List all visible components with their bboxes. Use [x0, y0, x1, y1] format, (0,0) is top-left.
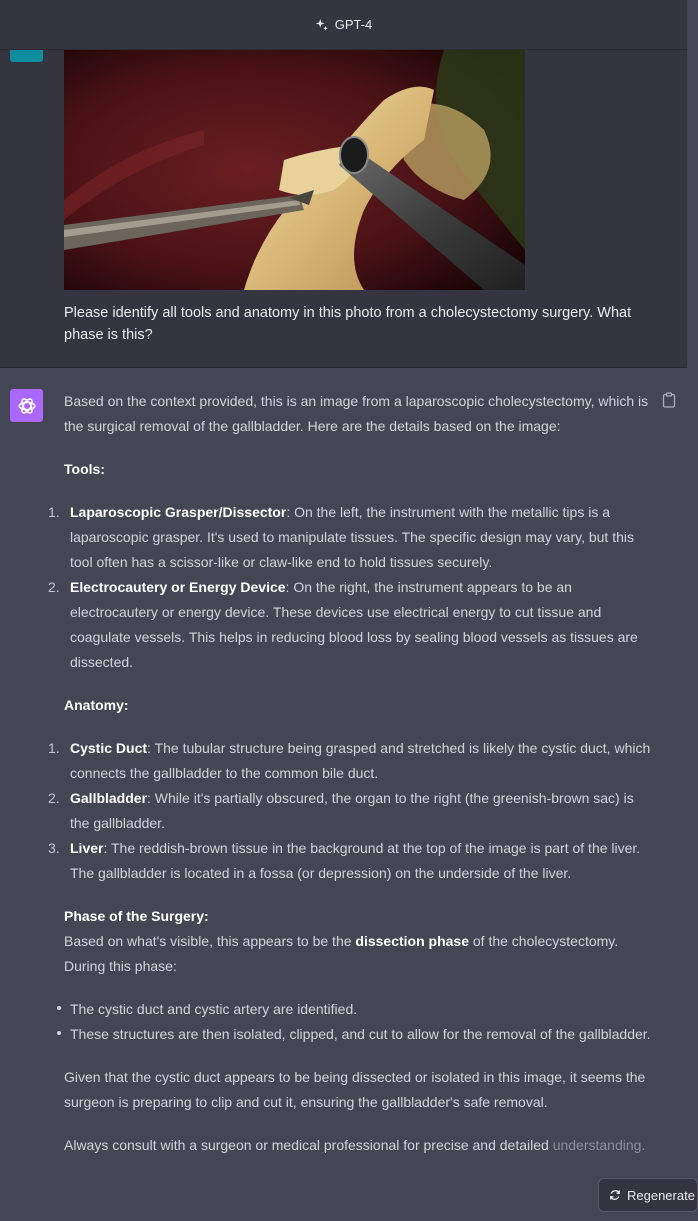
user-message — [0, 50, 687, 368]
list-item-text: : The reddish-brown tissue in the background at the top of the image is part of the liver. The gallbladder is located in a fossa (or depression) on the underside of the liver. — [70, 840, 641, 881]
disclaimer-paragraph — [64, 1133, 656, 1158]
phase-text: Based on what's visible, this appears to be the — [64, 933, 356, 949]
disclaimer-text: Always consult with a surgeon or medical professional for precise and detailed — [64, 1137, 549, 1153]
list-number: 2. — [48, 579, 60, 595]
disclaimer-text-faded: understanding. — [552, 1137, 646, 1153]
list-number: 1. — [48, 504, 60, 520]
list-item — [48, 575, 656, 675]
regenerate-button[interactable] — [598, 1178, 698, 1212]
surgery-photo-image — [64, 50, 525, 290]
list-item-text: : On the left, the instrument with the metallic tips is a laparoscopic grasper. It's used to manipulate tissues. The specific design may vary, but this tool often has a scissor-like or claw-like end to hold tissues securely. — [70, 504, 634, 570]
list-item-text: : On the right, the instrument appears to be an electrocautery or energy device. These devices use electrical energy to cut tissue and coagulate vessels. This helps in reducing blood loss by sealing blood vessels as tissues are dissected. — [70, 579, 638, 670]
openai-logo-icon — [16, 395, 38, 417]
list-item — [64, 997, 656, 1022]
bullet-dot — [57, 1006, 61, 1010]
assistant-message — [0, 368, 687, 1221]
phase-bold: dissection phase — [355, 933, 469, 949]
list-item-title: Cystic Duct — [70, 740, 148, 756]
top-bar — [0, 0, 687, 50]
anatomy-list — [48, 736, 656, 886]
list-number: 2. — [48, 790, 60, 806]
refresh-icon — [609, 1189, 621, 1201]
list-item-title: Liver — [70, 840, 104, 856]
list-item — [48, 500, 656, 575]
clipboard-icon[interactable] — [662, 392, 676, 408]
list-item — [48, 786, 656, 836]
anatomy-heading: Anatomy: — [64, 697, 129, 713]
list-number: 3. — [48, 840, 60, 856]
tools-list — [48, 500, 656, 675]
assistant-content — [48, 389, 656, 1176]
phase-heading: Phase of the Surgery: — [64, 908, 209, 924]
bullet-text: The cystic duct and cystic artery are identified. — [70, 1001, 358, 1017]
list-item — [48, 736, 656, 786]
list-item-title: Gallbladder — [70, 790, 148, 806]
bullet-text: These structures are then isolated, clipped, and cut to allow for the removal of the gallbladder. — [70, 1026, 651, 1042]
surgery-photo[interactable] — [64, 50, 525, 290]
user-message-text: Please identify all tools and anatomy in this photo from a cholecystectomy surgery. What phase is this? — [64, 305, 632, 343]
regenerate-label: Regenerate — [627, 1187, 695, 1203]
list-item-title: Electrocautery or Energy Device — [70, 579, 286, 595]
conclusion-paragraph: Given that the cystic duct appears to be being dissected or isolated in this image, it seems the surgeon is preparing to clip and cut it, ensuring the gallbladder's safe removal. — [64, 1069, 646, 1110]
tools-heading: Tools: — [64, 461, 105, 477]
bullet-dot — [57, 1031, 61, 1035]
phase-text-end: of the cholecystectomy. During this phase: — [64, 933, 619, 974]
sparkle-icon — [315, 18, 329, 32]
list-item-text: : The tubular structure being grasped and stretched is likely the cystic duct, which connects the gallbladder to the common bile duct. — [70, 740, 651, 781]
list-item-title: Laparoscopic Grasper/Dissector — [70, 504, 287, 520]
intro-paragraph: Based on the context provided, this is an image from a laparoscopic cholecystectomy, which is the surgical removal of the gallbladder. Here are the details based on the image: — [64, 393, 649, 434]
gpt-avatar — [10, 389, 43, 422]
user-avatar — [10, 50, 43, 62]
phase-section — [64, 904, 656, 979]
phase-bullets — [64, 997, 656, 1047]
model-selector[interactable] — [315, 17, 373, 32]
list-number: 1. — [48, 740, 60, 756]
list-item-text: : While it's partially obscured, the organ to the right (the greenish-brown sac) is the gallbladder. — [70, 790, 634, 831]
model-label: GPT-4 — [334, 17, 373, 32]
list-item — [48, 836, 656, 886]
list-item — [64, 1022, 656, 1047]
